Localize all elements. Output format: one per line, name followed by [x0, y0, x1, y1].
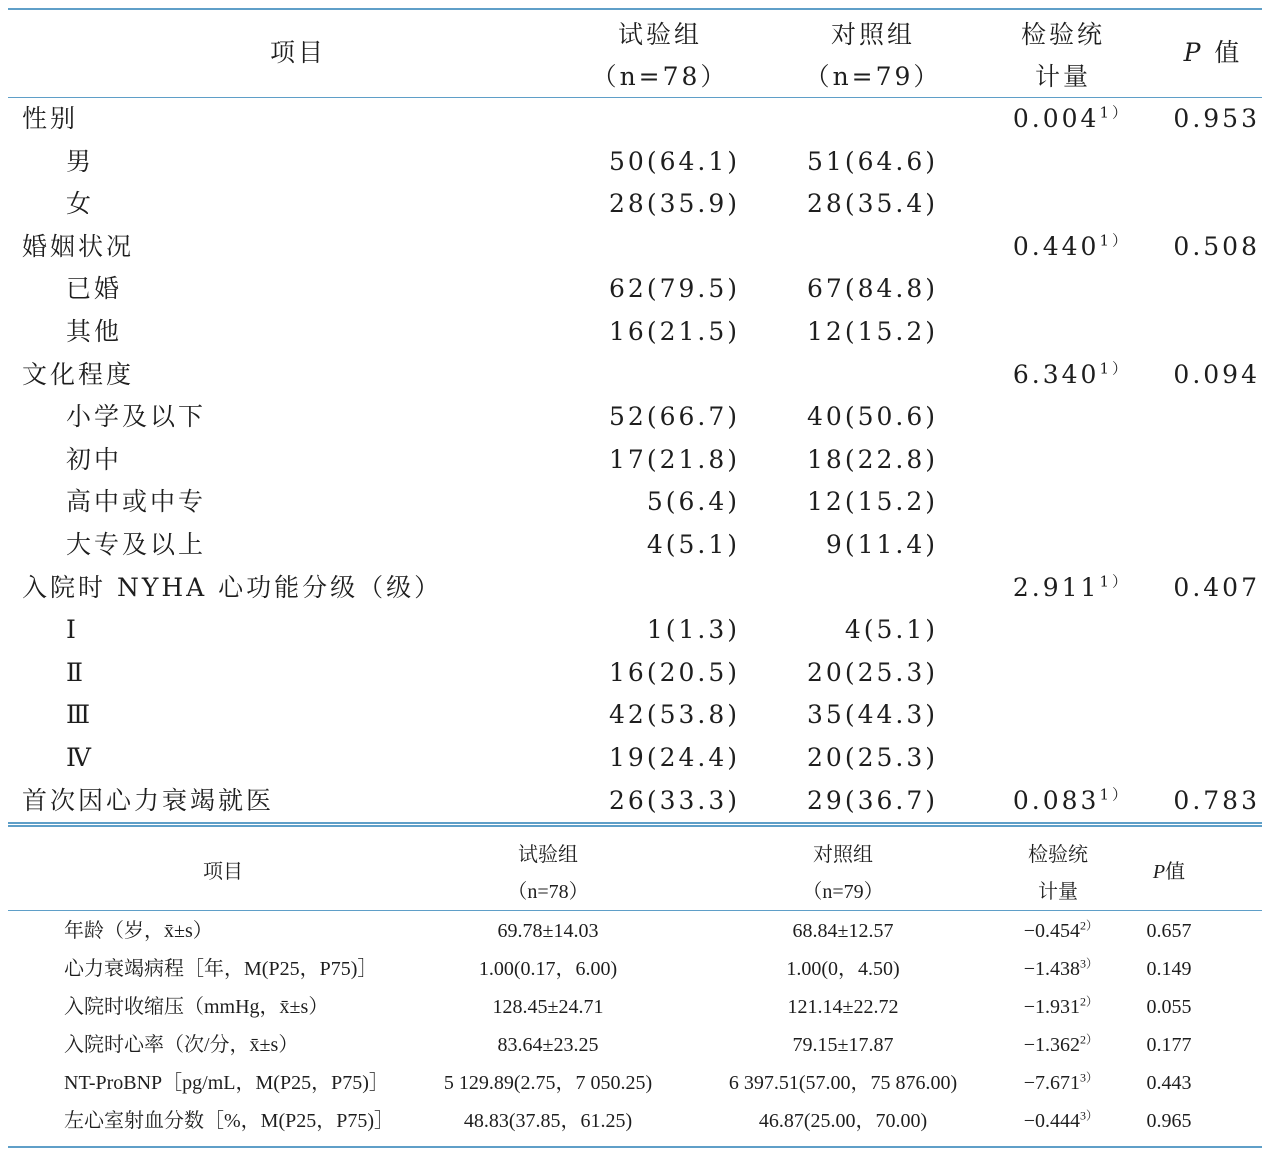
p-value: 0.508	[1173, 231, 1260, 261]
row-label: 入院时心率（次/分，x̄±s）	[64, 1034, 299, 1056]
row-label: 心力衰竭病程［年，M(P25，P75)］	[64, 958, 378, 980]
row-label: 婚姻状况	[22, 231, 135, 261]
header-item: 项目	[203, 861, 243, 883]
table-1-header-rule	[8, 97, 1262, 98]
statistic-value: 0.004	[1012, 104, 1100, 133]
statistic-value: −1.438	[1023, 958, 1080, 980]
statistic-footnote-marker: 1）	[1099, 231, 1130, 250]
p-value: 0.657	[1146, 920, 1192, 942]
statistic-footnote-marker: 1）	[1099, 359, 1130, 378]
row-label: 高中或中专	[66, 487, 207, 517]
p-value: 0.443	[1146, 1072, 1192, 1094]
row-label: 年龄（岁，x̄±s）	[64, 920, 213, 942]
test-group-value: 128.45±24.71	[492, 996, 604, 1018]
statistic-footnote-marker: 1）	[1099, 572, 1130, 591]
header-statistic-line1: 检验统	[1020, 20, 1106, 49]
control-group-value: 12(15.2)	[807, 317, 938, 346]
statistic-footnote-marker: 3）	[1079, 1108, 1098, 1123]
table-2-top-rule	[8, 825, 1262, 827]
row-label: 大专及以上	[66, 530, 207, 559]
header-p-value	[1184, 40, 1243, 65]
p-value: 0.965	[1146, 1110, 1192, 1132]
statistic-cell	[1023, 1108, 1098, 1132]
p-value: 0.094	[1173, 359, 1260, 389]
statistic-value: −1.362	[1023, 1034, 1080, 1056]
statistic-footnote-marker: 1）	[1099, 103, 1130, 122]
control-group-value: 4(5.1)	[844, 615, 938, 645]
control-group-value: 35(44.3)	[807, 700, 938, 730]
statistic-cell	[1012, 359, 1130, 389]
test-group-value: 50(64.1)	[609, 146, 740, 176]
control-group-value: 29(36.7)	[807, 785, 938, 815]
row-label: 文化程度	[22, 359, 135, 389]
control-group-value: 12(15.2)	[807, 487, 938, 517]
test-group-value: 83.64±23.25	[497, 1034, 599, 1056]
row-label: 首次因心力衰竭就医	[22, 785, 275, 815]
control-group-value: 79.15±17.87	[792, 1034, 894, 1056]
statistic-footnote-marker: 3）	[1079, 1070, 1098, 1085]
test-group-value: 1.00(0.17，6.00)	[478, 958, 618, 980]
statistic-cell	[1023, 994, 1098, 1018]
p-value: 0.149	[1146, 958, 1192, 980]
statistic-value: 6.340	[1012, 359, 1100, 389]
control-group-value: 68.84±12.57	[792, 920, 894, 942]
test-group-value: 17(21.8)	[609, 444, 740, 474]
statistic-cell	[1012, 785, 1130, 815]
row-label: 性别	[22, 104, 79, 133]
test-group-value: 5 129.89(2.75，7 050.25)	[443, 1072, 653, 1094]
statistic-footnote-marker: 2）	[1079, 994, 1098, 1009]
statistic-value: −0.454	[1023, 920, 1080, 942]
control-group-value: 28(35.4)	[807, 189, 938, 219]
statistic-cell	[1012, 103, 1130, 133]
row-label: 女	[66, 189, 95, 219]
row-label: 男	[66, 146, 95, 176]
test-group-value: 16(20.5)	[609, 657, 740, 687]
statistic-value: 0.440	[1012, 231, 1100, 261]
statistic-cell	[1023, 918, 1098, 942]
header-statistic-line2: 计量	[1034, 62, 1092, 91]
row-label: 小学及以下	[66, 402, 207, 432]
control-group-value: 18(22.8)	[807, 444, 938, 474]
row-label: NT-ProBNP［pg/mL，M(P25，P75)］	[64, 1072, 389, 1094]
header-test-group: 试验组	[617, 20, 703, 49]
header-test-group-n: （n=78）	[507, 881, 589, 903]
statistic-value: −0.444	[1023, 1110, 1080, 1132]
row-label: Ⅳ	[66, 743, 94, 772]
row-label: 其他	[66, 317, 123, 346]
header-control-group-n: （n=79）	[802, 881, 884, 903]
p-value: 0.407	[1173, 572, 1260, 602]
table-2-header-rule	[8, 910, 1262, 911]
header-item: 项目	[269, 38, 327, 67]
header-test-group: 试验组	[518, 844, 578, 866]
table-1	[8, 0, 1262, 830]
header-p-value	[1153, 862, 1185, 882]
control-group-value: 6 397.51(57.00，75 876.00)	[728, 1072, 958, 1094]
control-group-value: 20(25.3)	[807, 657, 938, 687]
header-statistic-line1: 检验统	[1028, 844, 1088, 866]
control-group-value: 51(64.6)	[807, 146, 938, 176]
test-group-value: 69.78±14.03	[497, 920, 599, 942]
test-group-value: 4(5.1)	[646, 530, 740, 559]
p-value: 0.177	[1146, 1034, 1192, 1056]
header-p-rest: 值	[1165, 861, 1186, 883]
statistic-cell	[1012, 572, 1130, 602]
row-label: 初中	[66, 444, 123, 474]
table-1-top-rule	[8, 8, 1262, 10]
row-label: 左心室射血分数［%，M(P25，P75)］	[64, 1110, 395, 1132]
p-value: 0.953	[1173, 104, 1260, 133]
statistic-footnote-marker: 1）	[1099, 785, 1130, 804]
control-group-value: 121.14±22.72	[787, 996, 899, 1018]
statistic-value: −7.671	[1023, 1072, 1080, 1094]
table-2-bottom-rule	[8, 1146, 1262, 1148]
header-control-group: 对照组	[813, 844, 873, 866]
test-group-value: 19(24.4)	[609, 743, 740, 772]
header-control-group-n: （n=79）	[804, 62, 942, 91]
test-group-value: 1(1.3)	[646, 615, 740, 645]
statistic-cell	[1023, 1032, 1098, 1056]
statistic-value: 0.083	[1012, 785, 1100, 815]
control-group-value: 20(25.3)	[807, 743, 938, 772]
statistic-value: 2.911	[1012, 572, 1100, 602]
control-group-value: 40(50.6)	[807, 402, 938, 432]
statistic-footnote-marker: 3）	[1079, 956, 1098, 971]
control-group-value: 67(84.8)	[807, 274, 938, 304]
test-group-value: 52(66.7)	[609, 402, 740, 432]
statistic-cell	[1012, 231, 1130, 261]
header-test-group-n: （n=78）	[591, 62, 729, 91]
control-group-value: 1.00(0，4.50)	[786, 958, 900, 980]
test-group-value: 28(35.9)	[609, 189, 740, 219]
header-p-rest: 值	[1203, 38, 1243, 67]
test-group-value: 42(53.8)	[609, 700, 740, 730]
test-group-value: 48.83(37.85，61.25)	[463, 1110, 633, 1132]
control-group-value: 9(11.4)	[825, 530, 938, 559]
statistic-cell	[1023, 1070, 1098, 1094]
header-p-italic: P	[1152, 861, 1166, 883]
test-group-value: 16(21.5)	[609, 317, 740, 346]
statistic-footnote-marker: 2）	[1079, 918, 1098, 933]
table-1-bottom-rule	[8, 822, 1262, 824]
row-label: 已婚	[66, 274, 123, 304]
row-label: 入院时 NYHA 心功能分级（级）	[22, 572, 443, 602]
statistic-value: −1.931	[1023, 996, 1080, 1018]
control-group-value: 46.87(25.00，70.00)	[758, 1110, 928, 1132]
test-group-value: 5(6.4)	[646, 487, 740, 517]
row-label: 入院时收缩压（mmHg，x̄±s）	[64, 996, 329, 1018]
row-label: Ⅱ	[66, 657, 86, 687]
header-control-group: 对照组	[830, 20, 916, 49]
p-value: 0.783	[1173, 785, 1260, 815]
statistic-footnote-marker: 2）	[1079, 1032, 1098, 1047]
header-p-italic: P	[1183, 38, 1204, 67]
statistic-cell	[1023, 956, 1098, 980]
test-group-value: 62(79.5)	[609, 274, 740, 304]
row-label: Ⅰ	[66, 615, 79, 645]
header-statistic-line2: 计量	[1038, 881, 1078, 903]
p-value: 0.055	[1146, 996, 1192, 1018]
row-label: Ⅲ	[66, 700, 94, 730]
test-group-value: 26(33.3)	[609, 785, 740, 815]
table-2	[8, 825, 1262, 1153]
